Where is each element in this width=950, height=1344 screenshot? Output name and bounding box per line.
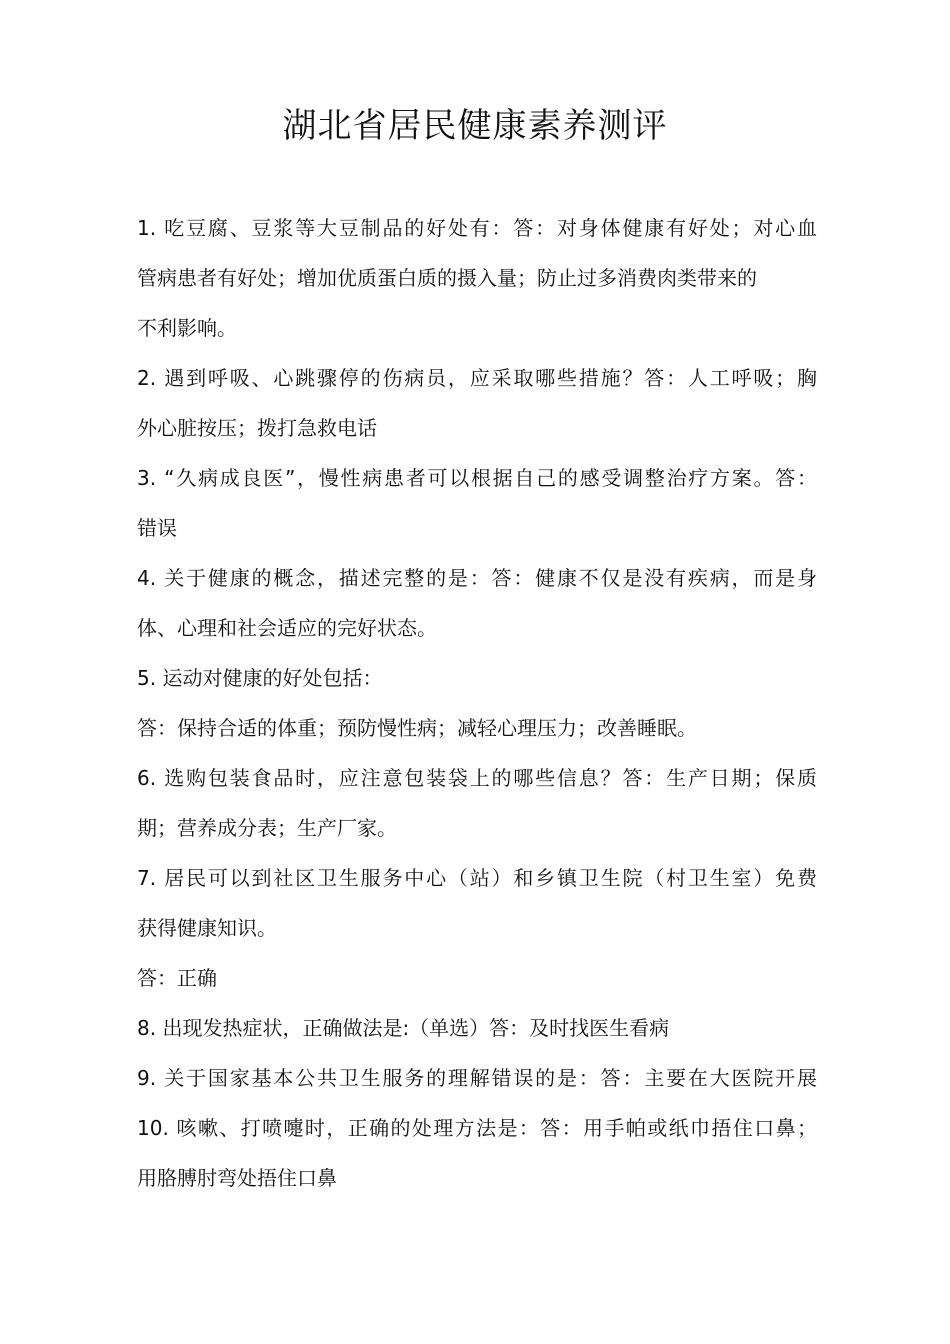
text-line: 用胳膊肘弯处捂住口鼻: [137, 1166, 337, 1190]
text-line: 6. 选购包装食品时，应注意包装袋上的哪些信息？答：生产日期；保质: [137, 766, 817, 790]
text-line: 3. “久病成良医”，慢性病患者可以根据自己的感受调整治疗方案。答：: [137, 466, 817, 490]
text-line: 期；营养成分表；生产厂家。: [137, 816, 397, 840]
text-line: 5. 运动对健康的好处包括：: [137, 666, 383, 690]
text-line: 获得健康知识。: [137, 916, 277, 940]
page-title: 湖北省居民健康素养测评: [282, 106, 668, 146]
text-line: 错误: [137, 516, 177, 540]
text-line: 8. 出现发热症状，正确做法是:（单选）答：及时找医生看病: [137, 1016, 670, 1040]
text-line: 外心脏按压；拨打急救电话: [137, 416, 377, 440]
text-line: 2. 遇到呼吸、心跳骤停的伤病员，应采取哪些措施？答：人工呼吸；胸: [137, 366, 817, 390]
text-line: 1. 吃豆腐、豆浆等大豆制品的好处有：答：对身体健康有好处；对心血: [137, 216, 817, 240]
text-line: 不利影响。: [137, 316, 237, 340]
text-line: 4. 关于健康的概念，描述完整的是：答：健康不仅是没有疾病，而是身: [137, 566, 817, 590]
text-line: 体、心理和社会适应的完好状态。: [137, 616, 437, 640]
text-line: 管病患者有好处；增加优质蛋白质的摄入量；防止过多消费肉类带来的: [137, 266, 757, 290]
text-line: 7. 居民可以到社区卫生服务中心（站）和乡镇卫生院（村卫生室）免费: [137, 866, 817, 890]
text-line: 答：保持合适的体重；预防慢性病；减轻心理压力；改善睡眠。: [137, 716, 697, 740]
document-body: [137, 203, 817, 1203]
text-line: 9. 关于国家基本公共卫生服务的理解错误的是：答：主要在大医院开展: [137, 1066, 817, 1090]
text-line: 10. 咳嗽、打喷嚏时，正确的处理方法是：答：用手帕或纸巾捂住口鼻；: [137, 1116, 817, 1140]
text-line: 答：正确: [137, 966, 217, 990]
